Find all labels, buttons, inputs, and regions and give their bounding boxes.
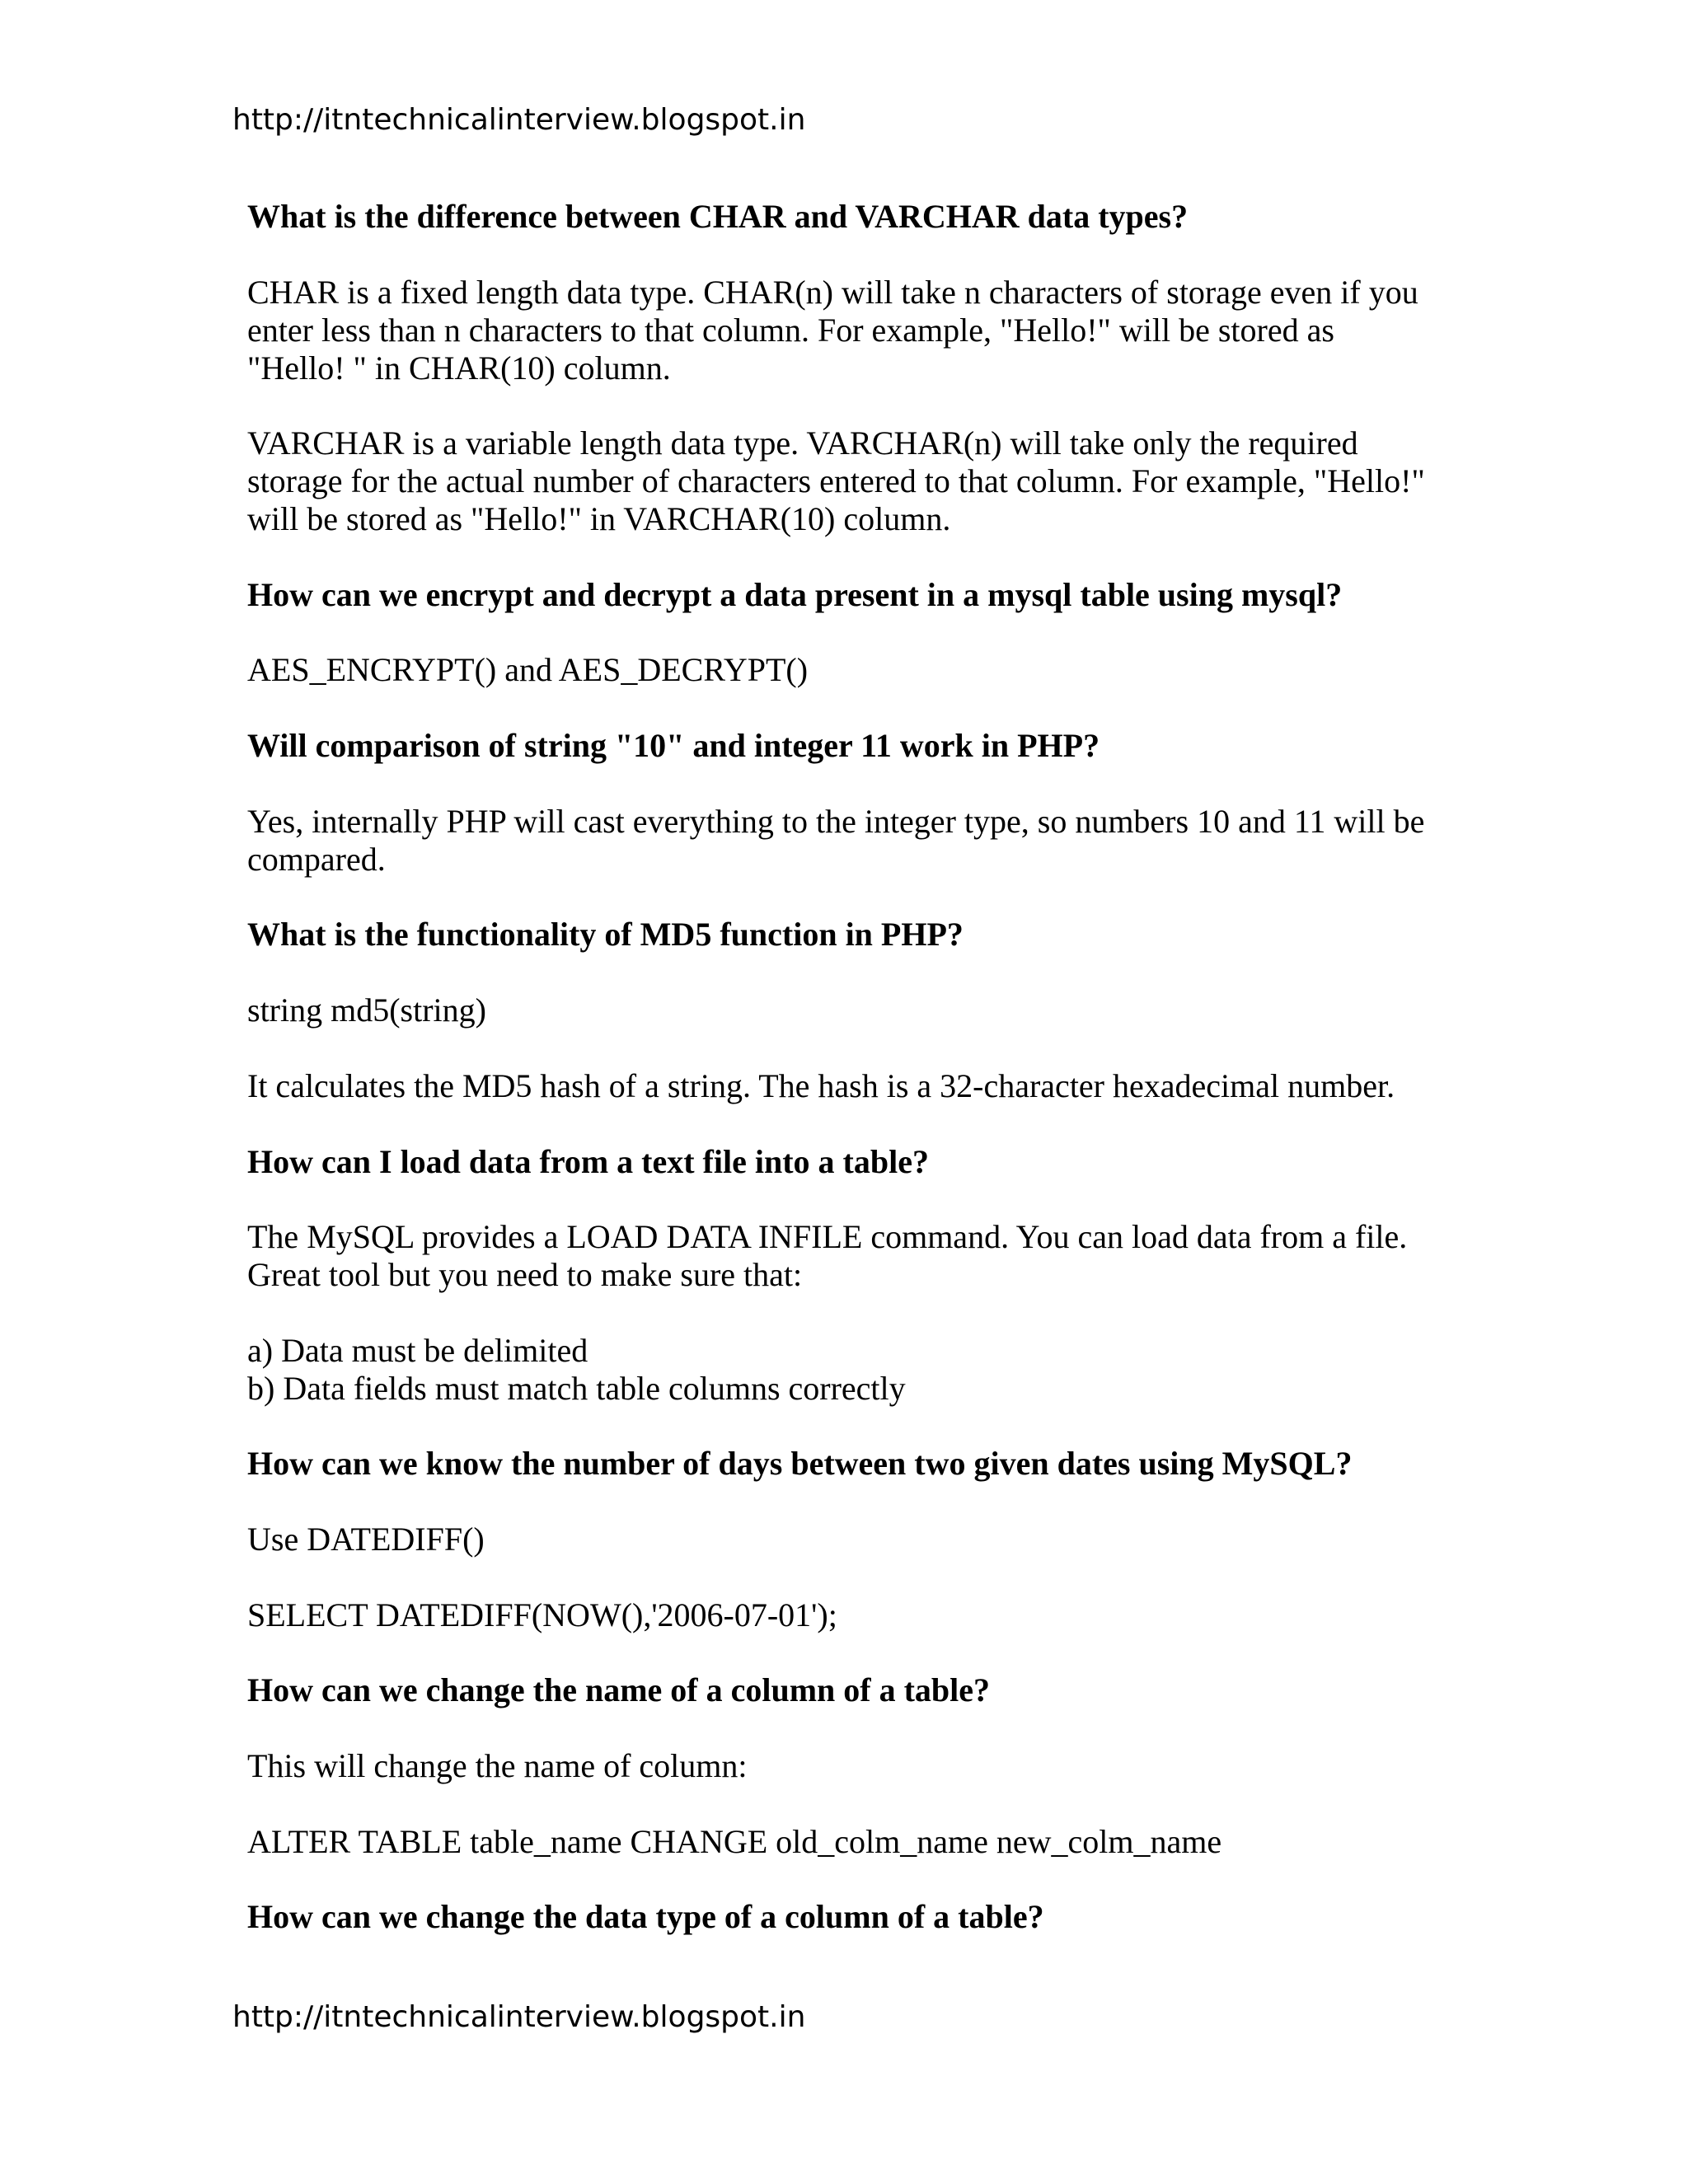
answer-text: CHAR is a fixed length data type. CHAR(n) will take n characters of storage even if you [247, 274, 1418, 311]
answer-text: enter less than n characters to that column. For example, "Hello!" will be stored as [247, 312, 1334, 349]
question-heading: How can I load data from a text file into a table? [247, 1143, 929, 1180]
answer-text: storage for the actual number of characters entered to that column. For example, "Hello!" [247, 462, 1425, 499]
code-line: SELECT DATEDIFF(NOW(),'2006-07-01'); [247, 1596, 837, 1633]
question-heading: How can we encrypt and decrypt a data present in a mysql table using mysql? [247, 576, 1343, 613]
answer-text: Yes, internally PHP will cast everything to the integer type, so numbers 10 and 11 will be [247, 803, 1425, 840]
answer-text: "Hello! " in CHAR(10) column. [247, 349, 671, 387]
answer-text: The MySQL provides a LOAD DATA INFILE command. You can load data from a file. [247, 1218, 1408, 1255]
code-line: ALTER TABLE table_name CHANGE old_colm_name new_colm_name [247, 1823, 1222, 1860]
answer-text: Use DATEDIFF() [247, 1521, 485, 1558]
answer-text: AES_ENCRYPT() and AES_DECRYPT() [247, 651, 809, 688]
question-heading: What is the functionality of MD5 function in PHP? [247, 916, 964, 953]
answer-text: VARCHAR is a variable length data type. VARCHAR(n) will take only the required [247, 424, 1358, 462]
answer-text: compared. [247, 841, 386, 878]
answer-text: will be stored as "Hello!" in VARCHAR(10) column. [247, 500, 951, 537]
list-item: a) Data must be delimited [247, 1332, 588, 1369]
question-heading: What is the difference between CHAR and VARCHAR data types? [247, 198, 1189, 235]
answer-text: This will change the name of column: [247, 1747, 748, 1784]
question-heading: How can we change the data type of a column of a table? [247, 1898, 1044, 1935]
question-heading: Will comparison of string "10" and integer 11 work in PHP? [247, 727, 1100, 764]
answer-text: string md5(string) [247, 991, 486, 1029]
answer-text: It calculates the MD5 hash of a string. The hash is a 32-character hexadecimal number. [247, 1067, 1395, 1104]
header-url: http://itntechnicalinterview.blogspot.in [232, 103, 806, 137]
answer-text: Great tool but you need to make sure that: [247, 1256, 803, 1293]
question-heading: How can we change the name of a column of a table? [247, 1671, 991, 1708]
footer-url: http://itntechnicalinterview.blogspot.in [232, 2000, 806, 2034]
question-heading: How can we know the number of days between two given dates using MySQL? [247, 1445, 1353, 1482]
list-item: b) Data fields must match table columns correctly [247, 1370, 906, 1407]
